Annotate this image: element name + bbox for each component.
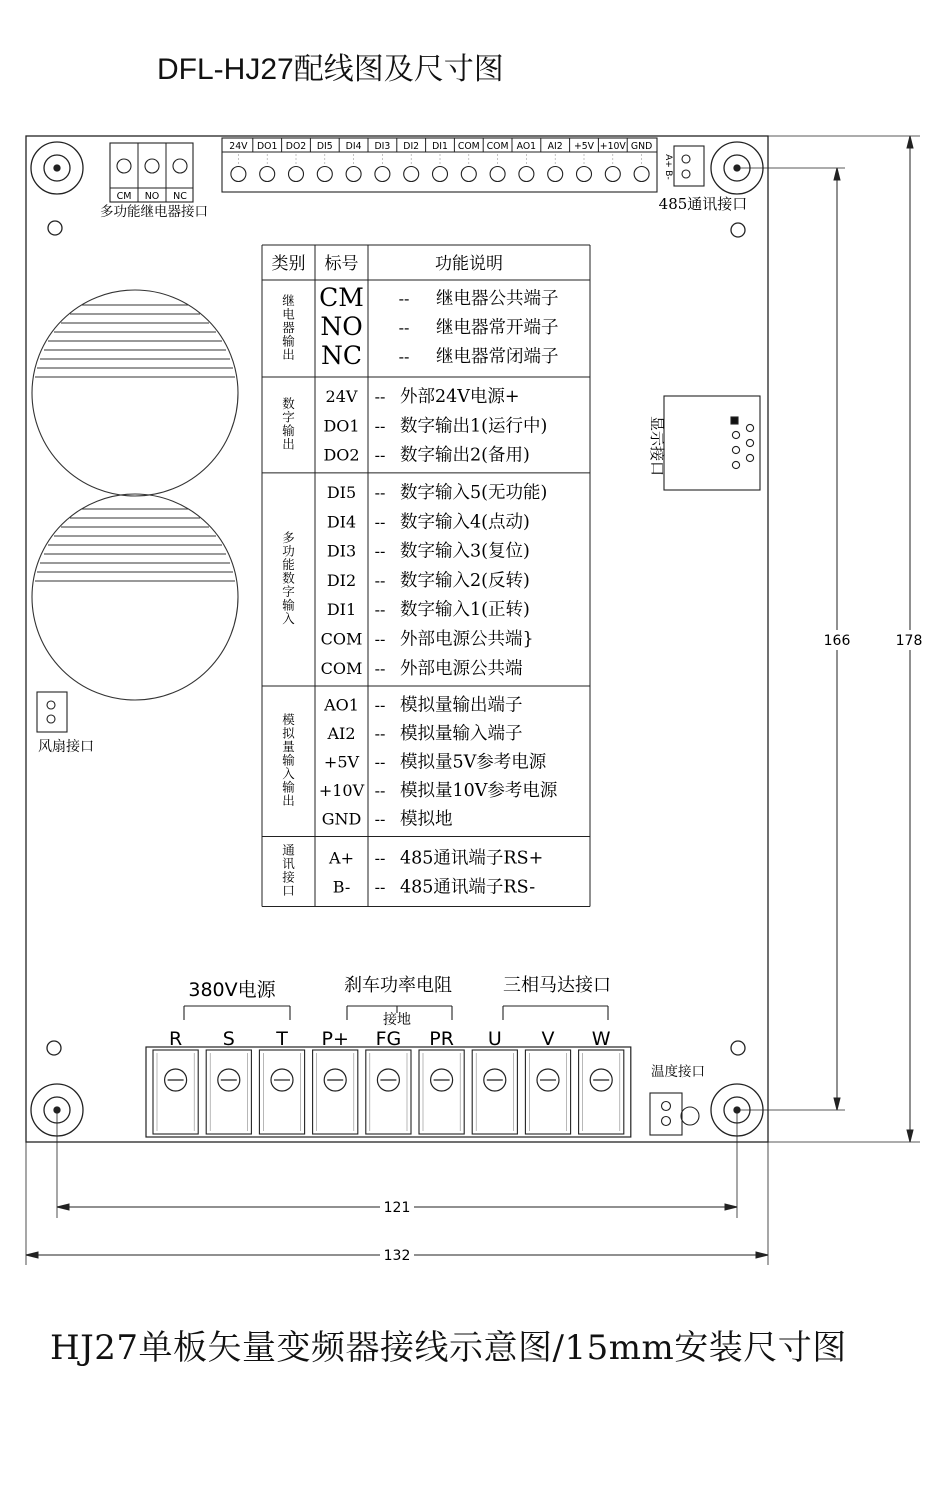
table-dash: -- <box>374 512 386 532</box>
table-dash: -- <box>374 752 386 772</box>
table-dash: -- <box>374 416 386 436</box>
rs485-interface-label: 485通讯接口 <box>658 195 748 213</box>
fan-connector <box>37 692 67 732</box>
table-code: DO1 <box>323 416 360 436</box>
function-table <box>262 245 590 907</box>
relay-terminal-label: NO <box>144 191 160 202</box>
terminal-screw-icon <box>346 167 361 182</box>
power-terminal-label: W <box>591 1028 611 1050</box>
dimension-total-height: 178 <box>895 633 923 649</box>
table-dash: -- <box>374 629 386 649</box>
rs485-connector <box>674 146 704 186</box>
table-description: 数字输入1(正转) <box>400 600 530 621</box>
table-code: DO2 <box>323 445 360 465</box>
power-terminal-label: P+ <box>321 1028 349 1050</box>
table-dash: -- <box>398 346 410 366</box>
power-terminal-label: PR <box>429 1028 454 1050</box>
table-code: A+ <box>329 848 354 868</box>
dimension-mount-height: 166 <box>823 633 851 649</box>
control-terminal-label: DI3 <box>374 141 391 152</box>
terminal-screw-icon <box>519 167 534 182</box>
table-description: 数字输入2(反转) <box>400 570 530 591</box>
temp-connector <box>650 1093 699 1135</box>
terminal-screw-icon <box>231 167 246 182</box>
control-terminal-label: DO1 <box>256 141 278 152</box>
table-description: 数字输入4(点动) <box>400 512 530 533</box>
dimension-mount-width: 121 <box>383 1200 411 1216</box>
table-description: 模拟量输入端子 <box>400 724 523 745</box>
motor-interface-label: 三相马达接口 <box>503 975 611 996</box>
table-code: DI3 <box>326 541 357 561</box>
control-terminal-label: DO2 <box>285 141 307 152</box>
control-terminal-label: AI2 <box>547 141 563 152</box>
table-description: 485通讯端子RS+ <box>400 848 544 869</box>
display-interface-label: 显示接口 <box>648 415 666 477</box>
table-description: 模拟量5V参考电源 <box>400 752 547 773</box>
table-dash: -- <box>374 570 386 590</box>
table-category: 通讯接口 <box>282 842 295 898</box>
table-description: 外部24V电源+ <box>400 387 520 408</box>
table-code: NO <box>320 311 363 341</box>
table-description: 模拟量10V参考电源 <box>400 781 558 802</box>
power-terminal-block <box>146 1028 631 1137</box>
relay-interface-label: 多功能继电器接口 <box>100 204 208 220</box>
table-code: DI1 <box>326 600 357 620</box>
table-description: 数字输入3(复位) <box>400 541 530 562</box>
terminal-screw-icon <box>260 167 275 182</box>
control-terminal-label: 24V <box>229 141 248 152</box>
table-code: AO1 <box>324 695 359 715</box>
power-terminal-label: R <box>168 1028 183 1050</box>
control-terminal-label: DI2 <box>403 141 420 152</box>
terminal-screw-icon <box>548 167 563 182</box>
table-code: CM <box>319 282 364 312</box>
table-dash: -- <box>374 445 386 465</box>
rs485-pin-label: A+ <box>663 154 673 168</box>
control-terminal-label: DI5 <box>316 141 333 152</box>
table-description: 485通讯端子RS- <box>400 877 536 898</box>
control-terminal-label: +5V <box>573 141 595 152</box>
relay-terminal-label: NC <box>173 191 187 202</box>
table-header: 标号 <box>324 254 359 274</box>
terminal-screw-icon <box>433 167 448 182</box>
table-code: +10V <box>318 781 365 801</box>
table-header: 类别 <box>271 254 306 274</box>
table-description: 继电器公共端子 <box>436 288 559 309</box>
table-description: 数字输出1(运行中) <box>400 416 548 437</box>
dimension-total-width: 132 <box>383 1248 411 1264</box>
table-dash: -- <box>374 724 386 744</box>
terminal-screw-icon <box>490 167 505 182</box>
table-description: 继电器常闭端子 <box>436 346 559 367</box>
table-dash: -- <box>374 809 386 829</box>
table-code: COM <box>320 658 363 678</box>
control-terminal-label: DI1 <box>432 141 448 152</box>
display-connector <box>664 396 760 490</box>
table-category: 继电器输出 <box>282 292 295 362</box>
table-code: GND <box>321 809 362 829</box>
control-terminal-label: COM <box>457 141 480 152</box>
rs485-pin-label: B- <box>663 170 673 180</box>
terminal-screw-icon <box>375 167 390 182</box>
table-code: B- <box>332 877 351 897</box>
table-dash: -- <box>374 695 386 715</box>
control-terminal-label: COM <box>486 141 509 152</box>
table-code: AI2 <box>327 724 356 744</box>
fan-interface-label: 风扇接口 <box>38 739 94 755</box>
diagram-caption: HJ27单板矢量变频器接线示意图/15mm安装尺寸图 <box>50 1328 847 1368</box>
table-dash: -- <box>374 658 386 678</box>
table-code: DI5 <box>326 482 357 502</box>
control-terminal-label: GND <box>630 141 653 152</box>
table-category: 多功能数字输入 <box>282 530 295 627</box>
control-terminal-label: DI4 <box>345 141 362 152</box>
power-terminal-label: V <box>541 1028 555 1050</box>
terminal-screw-icon <box>404 167 419 182</box>
table-dash: -- <box>374 541 386 561</box>
control-terminal-label: +10V <box>599 141 626 152</box>
terminal-screw-icon <box>289 167 304 182</box>
table-code: +5V <box>323 752 360 772</box>
relay-terminal-label: CM <box>116 191 132 202</box>
capacitor-bottom <box>32 494 238 700</box>
table-dash: -- <box>374 600 386 620</box>
power-terminal-label: FG <box>375 1028 402 1050</box>
control-terminal-label: AO1 <box>516 141 537 152</box>
table-dash: -- <box>398 317 410 337</box>
table-description: 数字输出2(备用) <box>400 445 530 466</box>
table-dash: -- <box>398 288 410 308</box>
terminal-screw-icon <box>317 167 332 182</box>
table-description: 模拟量输出端子 <box>400 695 523 716</box>
table-code: NC <box>320 340 363 370</box>
terminal-screw-icon <box>634 167 649 182</box>
ground-label: 接地 <box>383 1012 411 1028</box>
table-description: 外部电源公共端} <box>400 629 534 650</box>
table-dash: -- <box>374 482 386 502</box>
table-description: 模拟地 <box>400 809 453 830</box>
table-category: 数字输出 <box>282 395 295 452</box>
terminal-screw-icon <box>605 167 620 182</box>
temp-interface-label: 温度接口 <box>651 1064 705 1080</box>
table-description: 外部电源公共端 <box>400 658 523 679</box>
power-terminal-label: U <box>487 1028 502 1050</box>
page-title: DFL-HJ27配线图及尺寸图 <box>157 53 504 86</box>
table-code: COM <box>320 629 363 649</box>
table-code: DI2 <box>326 570 357 590</box>
table-header: 功能说明 <box>435 254 503 274</box>
table-category: 模拟量输入输出 <box>282 712 295 808</box>
table-dash: -- <box>374 848 386 868</box>
table-description: 数字输入5(无功能) <box>400 482 548 503</box>
power-input-label: 380V电源 <box>188 979 276 1001</box>
terminal-screw-icon <box>461 167 476 182</box>
power-terminal-label: S <box>222 1028 235 1050</box>
table-code: DI4 <box>326 512 357 532</box>
table-description: 继电器常开端子 <box>436 317 559 338</box>
relay-terminal-block <box>110 143 193 202</box>
table-dash: -- <box>374 877 386 897</box>
power-terminal-label: T <box>276 1028 288 1050</box>
terminal-screw-icon <box>577 167 592 182</box>
table-dash: -- <box>374 387 386 407</box>
table-code: 24V <box>325 387 358 407</box>
brake-resistor-label: 刹车功率电阻 <box>344 975 452 996</box>
table-dash: -- <box>374 781 386 801</box>
capacitor-top <box>32 290 238 496</box>
